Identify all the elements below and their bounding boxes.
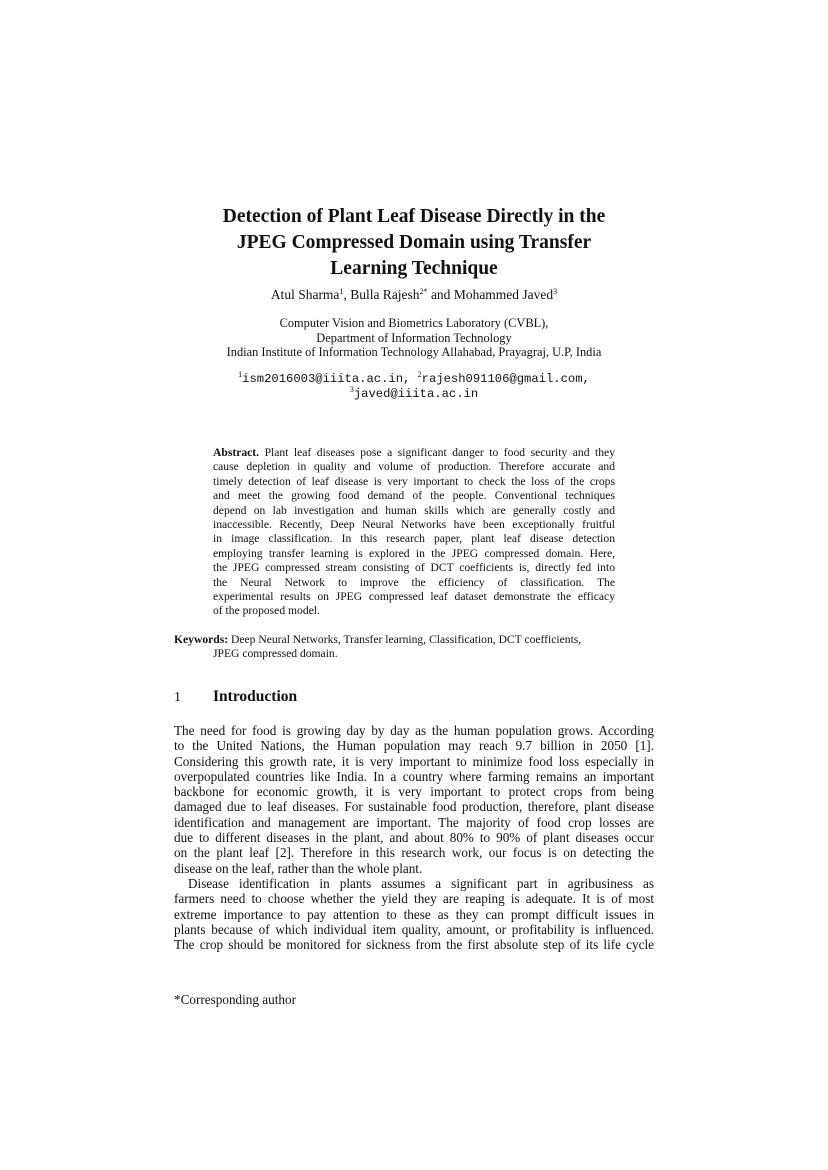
body-line: disease on the leaf, rather than the whole plant. [174,860,423,876]
body-line: plants because of which individual item quality, amount, or profitability is influenced. [174,921,654,937]
abstract-line [213,446,615,460]
email-mark: 1 [238,370,243,379]
body-line: farmers need to choose whether the yield they are reaping is adequate. It is of most [174,891,654,907]
abstract-line: and meet the growing food demand of the people. Conventional techniques [213,489,615,503]
affiliation-line: Indian Institute of Information Technology Allahabad, Prayagraj, U.P, India [226,345,602,359]
section-heading [174,688,654,707]
body-line: to the United Nations, the Human population may reach 9.7 billion in 2050 [1]. [174,738,654,754]
abstract-line: cause depletion in quality and volume of production. Therefore accurate and [213,460,615,474]
abstract-line: the Neural Network to improve the efficiency of classification. The [213,575,615,589]
title-line: Detection of Plant Leaf Disease Directly in the [222,206,606,227]
email-address: rajesh091106@gmail.com, [421,372,590,386]
section-number: 1 [174,690,181,705]
keywords-line: JPEG compressed domain. [213,647,338,661]
author-name: Mohammed Javed [453,287,554,302]
body-line: Disease identification in plants assumes a significant part in agribusiness as [188,875,654,891]
body-line: The need for food is growing day by day as the human population grows. According [174,723,654,738]
title-line: Learning Technique [330,258,498,279]
section-title: Introduction [213,688,298,705]
abstract-line: timely detection of leaf disease is very important to check the loss of the crops [213,474,615,488]
paragraph [174,876,654,952]
abstract-line: employing transfer learning is explored in the JPEG compressed domain. Here, [213,546,615,560]
affiliation-line: Department of Information Technology [316,330,512,345]
author-separator: and [427,287,454,302]
body-line: due to different diseases in the plant, and about 80% to 90% of plant diseases occur [174,830,654,846]
body-line: damaged due to leaf diseases. For sustainable food production, therefore, plant disease [174,799,654,815]
body-line: backbone for economic growth, it is very important to protect crops from being [174,784,654,800]
body-line: identification and management are important. The majority of food crop losses are [174,814,654,830]
body-line: overpopulated countries like India. In a country where farming remains an important [174,768,654,784]
email-line [174,372,654,387]
author-separator: , [343,287,351,302]
email-address: javed@iiita.ac.in [353,387,479,401]
keywords-text: Deep Neural Networks, Transfer learning, Classification, DCT coefficients, [228,633,582,646]
author-affiliation-mark: 1 [339,287,344,296]
author-affiliation-mark: 3 [553,287,558,296]
abstract-line: of the proposed model. [213,604,320,618]
email-mark: 2 [417,370,422,379]
keywords-line [174,633,615,647]
abstract-line: experimental results on JPEG compressed leaf dataset demonstrate the efficacy [213,590,615,604]
abstract-line: depend on lab investigation and human skills which are generally costly and [213,503,615,517]
abstract-line: inaccessible. Recently, Deep Neural Networks have been exceptionally fruitful [213,518,615,532]
affiliation [174,316,654,360]
author-list [174,287,654,303]
abstract-line: the JPEG compressed stream consisting of DCT coefficients is, directly fed into [213,561,615,575]
body-line: extreme importance to pay attention to these as they can prompt difficult issues in [174,906,654,922]
author-name: Atul Sharma [270,287,340,302]
body-text [174,723,654,952]
keywords-label: Keywords: [174,633,229,646]
body-line: on the plant leaf [2]. Therefore in this research work, our focus is on detecting the [174,845,654,861]
abstract-label: Abstract. [213,446,260,459]
corresponding-author-footnote: *Corresponding author [174,992,296,1007]
email-address: ism2016003@iiita.ac.in, [242,372,418,386]
body-line: The crop should be monitored for sickness from the first absolute step of its life cycle [174,937,654,953]
author-emails [174,372,654,402]
email-mark: 3 [349,385,354,394]
abstract [213,446,615,619]
keywords [174,633,615,662]
abstract-line: in image classification. In this research paper, plant leaf disease detection [213,532,615,546]
affiliation-line: Computer Vision and Biometrics Laboratory (CVBL), [279,316,549,330]
abstract-text: Plant leaf diseases pose a significant danger to food security and they [259,446,615,459]
body-line: Considering this growth rate, it is very important to minimize food loss especially in [174,753,654,769]
author-affiliation-mark: 2* [419,287,428,296]
paper-title [174,204,654,282]
paragraph [174,723,654,876]
author-name: Bulla Rajesh [350,287,420,302]
email-line [174,387,654,402]
title-line: JPEG Compressed Domain using Transfer [236,232,592,253]
